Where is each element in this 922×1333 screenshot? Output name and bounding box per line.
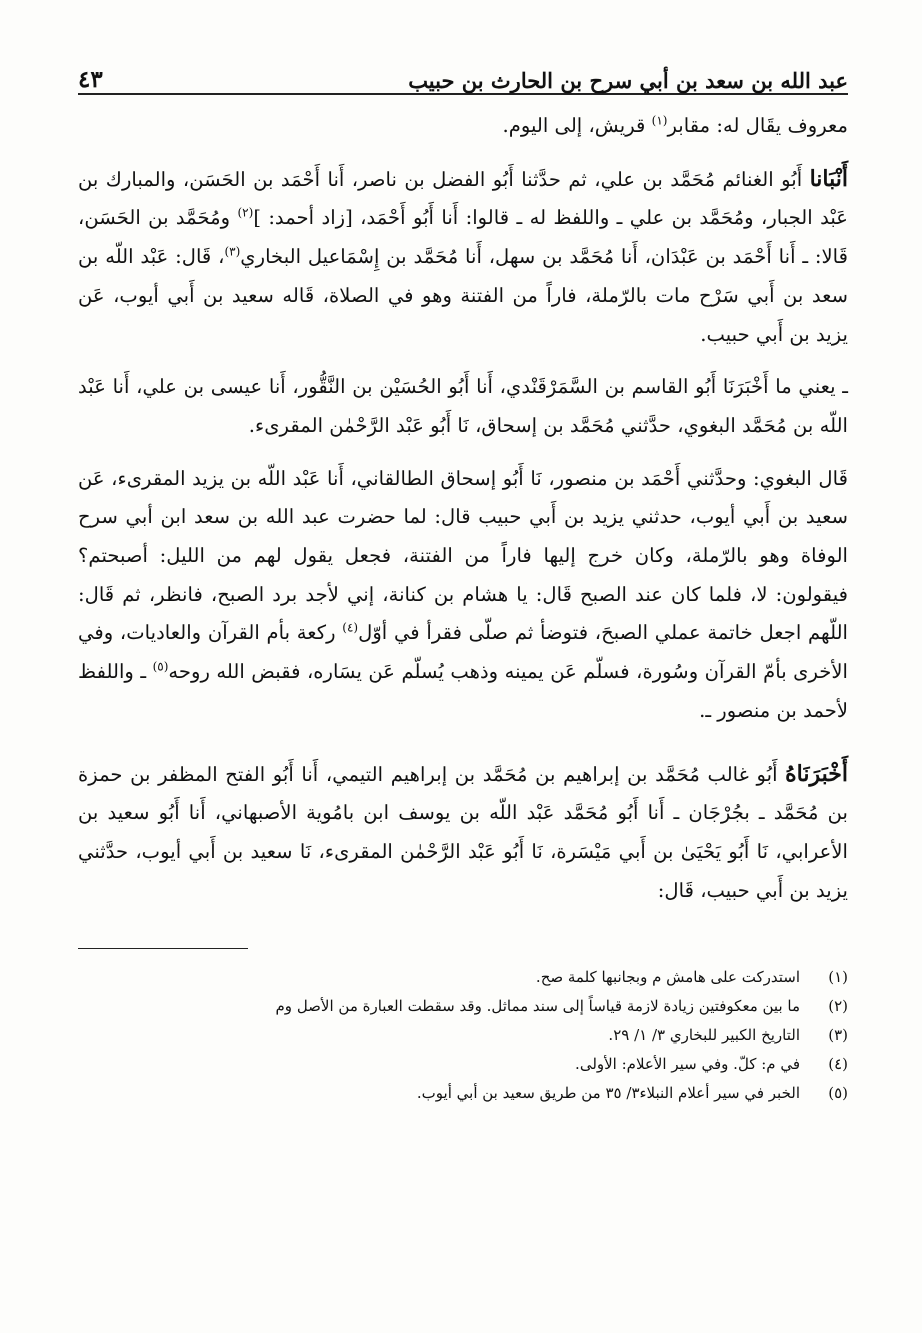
transmission-keyword: أَنْبَانا — [809, 165, 848, 192]
footnote-ref: (٤) — [342, 620, 359, 635]
text-run: قَال البغوي: وحدَّثني أَحْمَد بن منصور، نَا أَبُو إسحاق الطالقاني، أَنا عَبْد اللّه بن يزيد المقرىء، عَن سعيد بن أَبي أيوب، حدثني يزيد بن أَبي حبيب قال: لما حضرت عبد الله بن سعد ابن أبي سرح الوفاة وهو بالرّملة، وكان خرج إليها فاراً من الفتنة، فجعل يقول لهم من الليل: أصبحتم؟ فيقولون: لا، فلما كان عند الصبح قَال: يا هشام بن كنانة، إني لأجد برد الصبح، فانظر، ثم قَال: اللّهم اجعل خاتمة عملي الصبحَ، فتوضأ ثم صلّى فقرأ في أوّل — [78, 466, 848, 645]
text-run: ومُحَمَّد بن الحَسَن، قَالا: ـ أَنا أَحْمَد بن عَبْدَان، أَنا مُحَمَّد بن سهل، أَنا مُحَمَّد بن إِسْمَاعيل البخاري — [78, 206, 849, 269]
page-number: ٤٣ — [78, 66, 103, 93]
text-run: معروف يقَال له: مقابر — [667, 114, 848, 137]
text-run: قريش، إلى اليوم. — [502, 114, 652, 137]
footnote — [78, 1021, 848, 1050]
footnote — [78, 1079, 848, 1108]
text-run: أَبُو غالب مُحَمَّد بن إبراهيم بن مُحَمَّد بن إبراهيم التيمي، أَنا أَبُو الفتح المظفر بن حمزة بن مُحَمَّد ـ بجُرْجَان ـ أَنا أَبُو مُحَمَّد عَبْد اللّه بن يوسف ابن بامُوية الأصبهاني، أَنا أَبُو سعيد بن الأعرابي، نَا أَبُو يَحْيَىٰ بن أَبي مَيْسَرة، نَا أَبُو عَبْد الرَّحْمٰن المقرىء، نَا سعيد بن أَبي أيوب، حدَّثني يزيد بن أَبي حبيب، قَال: — [78, 762, 848, 902]
footnote-separator — [78, 948, 248, 949]
footnote-text: في م: كلّ. وفي سير الأعلام: الأولى. — [575, 1055, 800, 1074]
footnote — [78, 1050, 848, 1079]
footnote-number: (١) — [828, 968, 848, 987]
paragraph-5 — [78, 755, 848, 911]
footnote-number: (٤) — [828, 1055, 848, 1074]
page-header — [78, 55, 848, 95]
paragraph-gap — [78, 731, 848, 755]
footnote-text: ما بين معكوفتين زيادة لازمة قياساً إلى سند مماثل. وقد سقطت العبارة من الأصل وم — [275, 997, 800, 1016]
paragraph-3: ـ يعني ما أَخْبَرَنَا أَبُو القاسم بن السَّمَرْقَنْدي، أَنا أَبُو الحُسَيْن بن النَّقُّور، أَنا عيسى بن علي، أَنا عَبْد اللّه بن مُحَمَّد البغوي، حدَّثني مُحَمَّد بن إسحاق، نَا أَبُو عَبْد الرَّحْمٰن المقرىء. — [78, 375, 848, 437]
footnote-text: التاريخ الكبير للبخاري ٣/ ١/ ٢٩. — [608, 1026, 800, 1045]
footnote-ref: (٥) — [152, 659, 169, 674]
text-run: ـ واللفظ لأحمد بن منصور ـ. — [78, 660, 848, 722]
footnote-number: (٢) — [828, 997, 848, 1016]
main-text — [78, 107, 848, 910]
paragraph-1 — [78, 107, 848, 146]
running-head: عبد الله بن سعد بن أبي سرح بن الحارث بن حبيب — [408, 68, 848, 93]
text-run: أَبُو الغنائم مُحَمَّد بن علي، ثم حدَّثنا أَبُو الفضل بن ناصر، أَنا أَحْمَد بن الحَسَن، والمبارك بن عَبْد الجبار، ومُحَمَّد بن علي ـ واللفظ له ـ قالوا: أَنا أَبُو أَحْمَد، [زاد أحمد: ] — [78, 167, 848, 230]
transmission-keyword: أَخْبَرَنَاهُ — [785, 760, 848, 787]
text-run: ، قَال: عَبْد اللّه بن سعد بن أَبي سَرْح مات بالرّملة، فاراً من الفتنة وهو في الصلاة، قَاله سعيد بن أَبي أيوب، عَن يزيد بن أَبي حبيب. — [78, 245, 848, 346]
paragraph-2 — [78, 160, 848, 355]
book-page — [78, 55, 848, 1108]
footnote — [78, 963, 848, 992]
footnote-ref: (٢) — [237, 205, 254, 220]
footnote-ref: (١) — [651, 113, 668, 128]
text-run: ركعة بأم القرآن والعاديات، وفي الأخرى بأمّ القرآن وسُورة، فسلّم عَن يمينه وذهب يُسلّم عَن يسَاره، فقبض الله روحه — [78, 621, 848, 684]
footnotes — [78, 963, 848, 1108]
footnote-text: الخبر في سير أعلام النبلاء٣/ ٣٥ من طريق سعيد بن أبي أيوب. — [416, 1084, 800, 1103]
footnote-text: استدركت على هامش م وبجانبها كلمة صح. — [535, 968, 800, 987]
footnote — [78, 992, 848, 1021]
footnote-ref: (٣) — [224, 244, 241, 259]
paragraph-4 — [78, 460, 848, 731]
footnote-number: (٣) — [828, 1026, 848, 1045]
footnote-number: (٥) — [828, 1084, 848, 1103]
